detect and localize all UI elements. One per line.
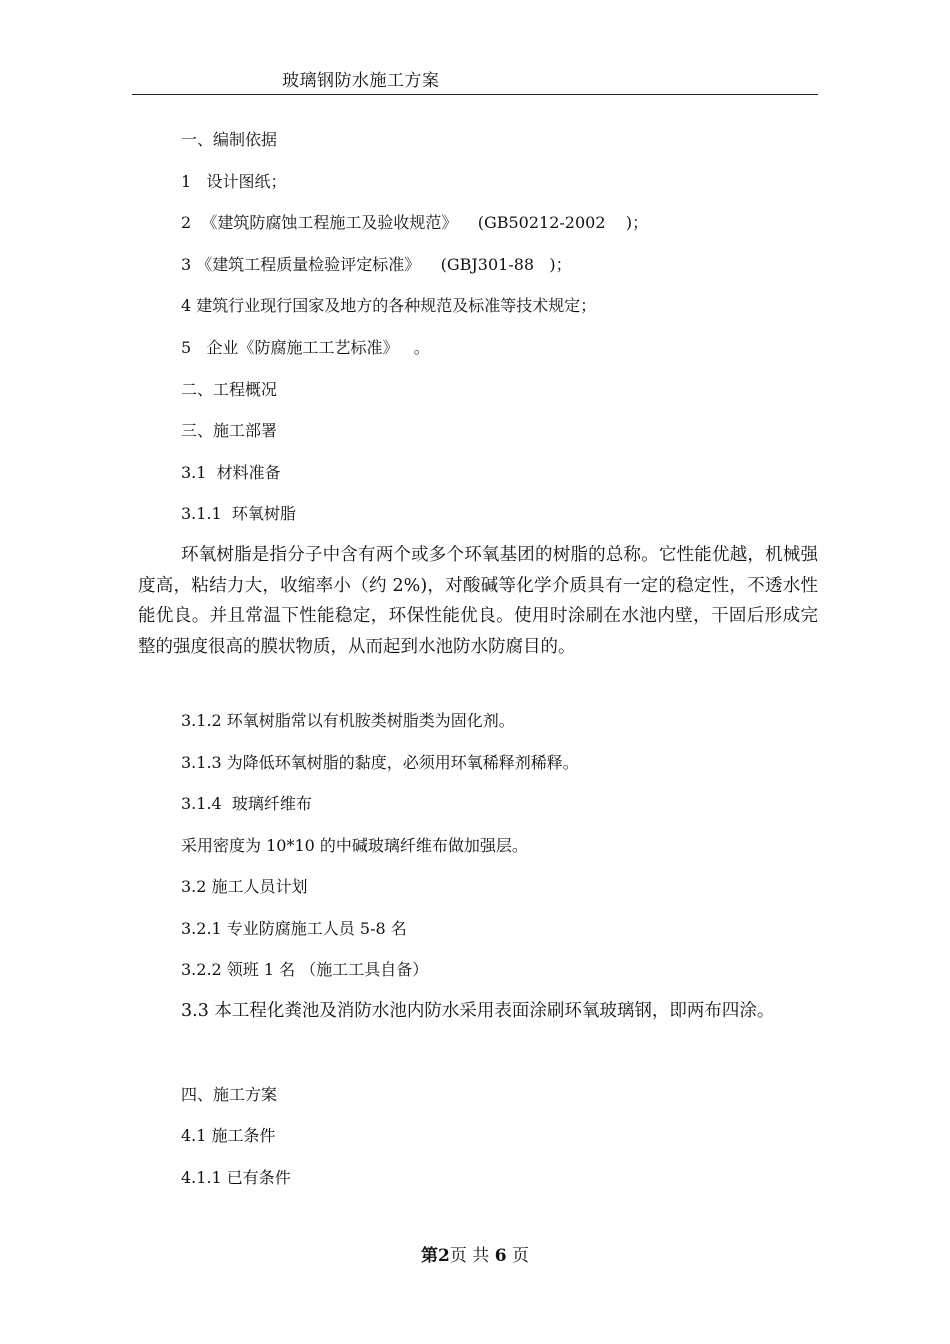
item-3-1-3: 3.1.3 为降低环氧树脂的黏度，必须用环氧稀释剂稀释。 <box>181 753 579 772</box>
footer-middle: 页 共 <box>449 1246 495 1266</box>
item-3-1-2: 3.1.2 环氧树脂常以有机胺类树脂类为固化剂。 <box>181 711 515 730</box>
footer-suffix: 页 <box>506 1246 529 1266</box>
basis-item-1: 1 设计图纸； <box>181 172 287 191</box>
item-3-2-1: 3.2.1 专业防腐施工人员 5-8 名 <box>181 919 407 938</box>
footer-total-pages: 6 <box>494 1246 507 1266</box>
item-4-1-1: 4.1.1 已有条件 <box>181 1168 291 1187</box>
subsection-staffing: 3.2 施工人员计划 <box>181 877 308 896</box>
section-heading-overview: 二、工程概况 <box>181 380 278 399</box>
subsection-materials: 3.1 材料准备 <box>181 463 281 482</box>
subsection-conditions: 4.1 施工条件 <box>181 1126 276 1145</box>
subsection-epoxy: 3.1.1 环氧树脂 <box>181 504 296 523</box>
fiberglass-note: 采用密度为 10*10 的中碱玻璃纤维布做加强层。 <box>181 836 528 855</box>
item-3-2-2: 3.2.2 领班 1 名 （施工工具自备） <box>181 960 429 979</box>
epoxy-paragraph: 环氧树脂是指分子中含有两个或多个环氧基团的树脂的总称。它性能优越，机械强度高，粘结力大，收缩率小（约 2%)，对酸碱等化学介质具有一定的稳定性，不透水性能优良。并且常温下性能稳定，环保性能优良。使用时涂刷在水池内壁，干固后形成完整的强度很高的膜状物质，从而起到水池防水防腐目的。 <box>138 545 818 657</box>
section-heading-deployment: 三、施工部署 <box>181 421 278 440</box>
paragraph-3-3: 3.3 本工程化粪池及消防水池内防水采用表面涂刷环氧玻璃钢，即两布四涂。 <box>181 1001 775 1021</box>
footer-page-number: 2 <box>438 1246 450 1266</box>
basis-item-3: 3 《建筑工程质量检验评定标准》 (GBJ301-88 )； <box>181 255 572 274</box>
page-header-title: 玻璃钢防水施工方案 <box>282 71 440 91</box>
basis-item-5: 5 企业《防腐施工工艺标准》 。 <box>181 338 430 357</box>
basis-item-2: 2 《建筑防腐蚀工程施工及验收规范》 (GB50212-2002 )； <box>181 213 649 232</box>
section-heading-plan: 四、施工方案 <box>181 1085 278 1104</box>
section-heading-basis: 一、编制依据 <box>181 130 278 149</box>
item-3-1-4: 3.1.4 玻璃纤维布 <box>181 794 312 813</box>
basis-item-4: 4 建筑行业现行国家及地方的各种规范及标准等技术规定； <box>181 296 597 315</box>
footer-prefix: 第 <box>421 1246 439 1266</box>
page-footer <box>0 1241 950 1266</box>
header-rule <box>132 94 818 95</box>
